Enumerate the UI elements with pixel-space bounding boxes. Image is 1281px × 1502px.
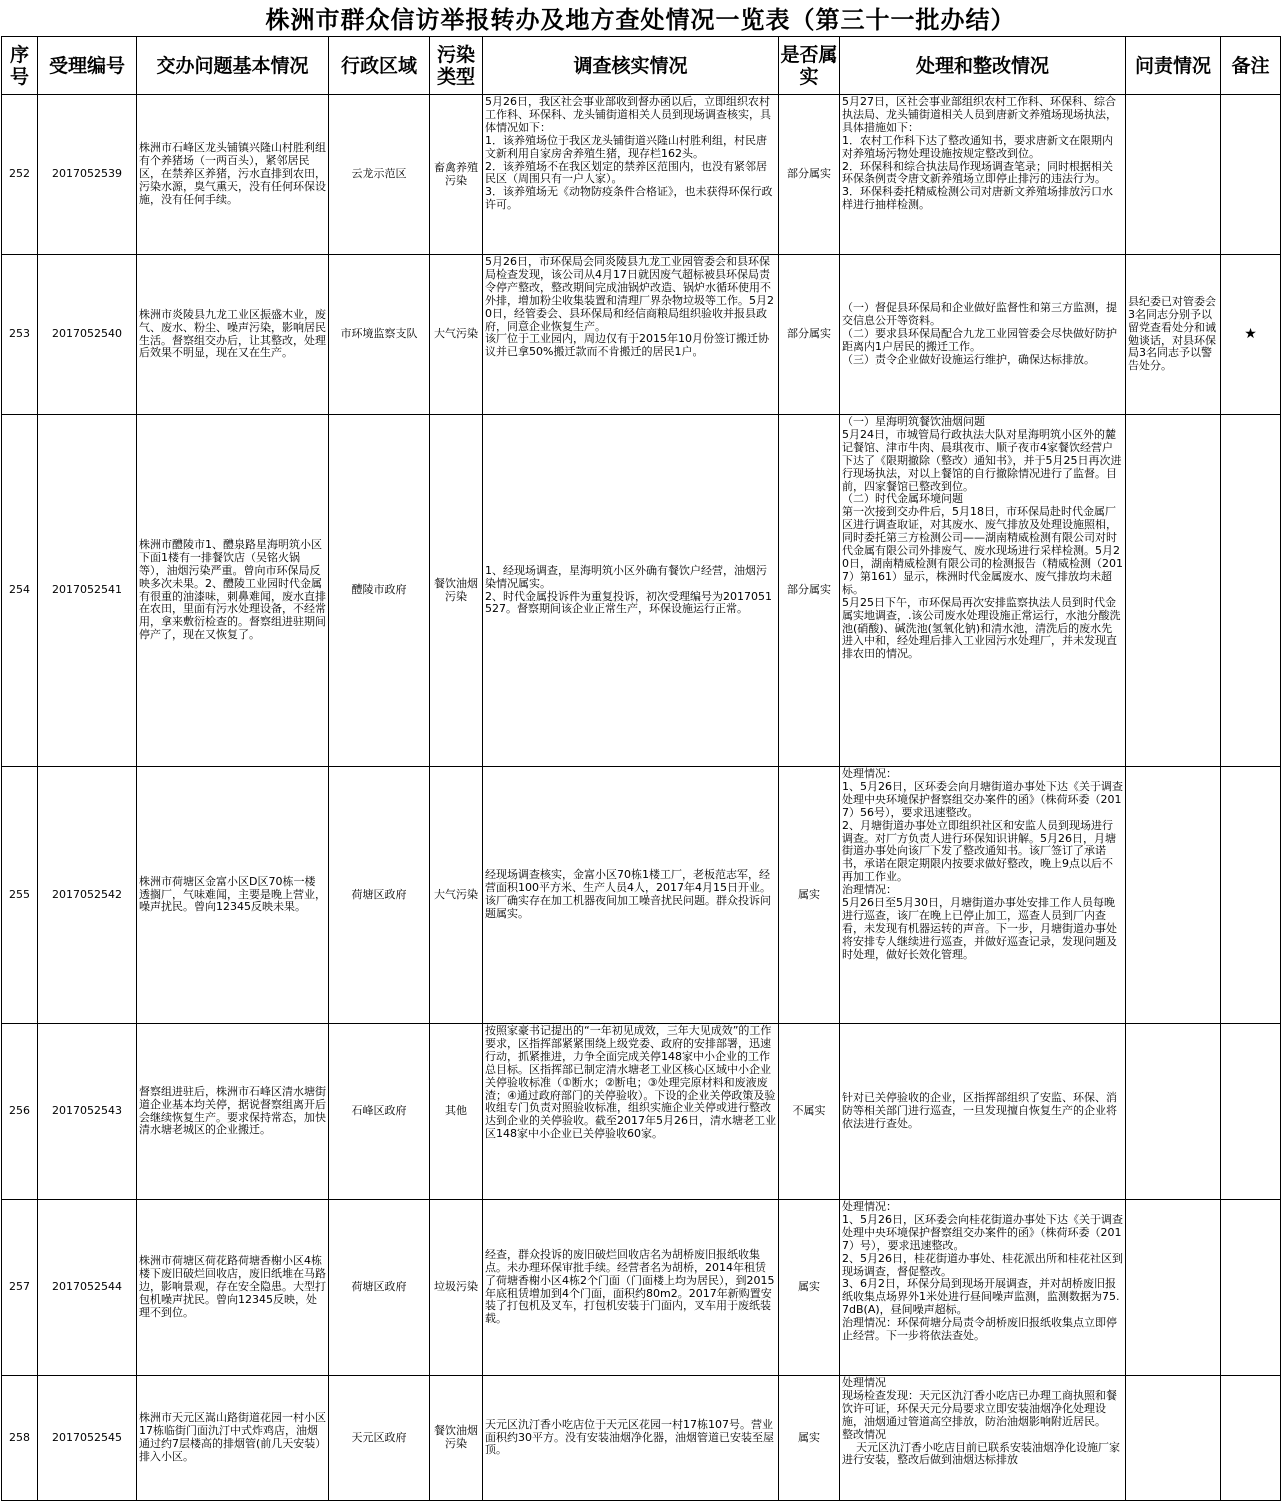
cell-id: 2017052544 xyxy=(38,1200,137,1376)
cell-issue: 株洲市天元区嵩山路街道花园一村小区17栋临街门面氿汀中式炸鸡店，油烟通过约7层楼高的排烟管(前几天安装）排入小区。 xyxy=(137,1376,329,1501)
table-row xyxy=(2,255,1281,415)
cell-accountability xyxy=(1126,1376,1221,1501)
cell-seq: 256 xyxy=(2,1024,38,1200)
cell-pollution: 大气污染 xyxy=(430,767,483,1024)
cell-issue: 株洲市荷塘区荷花路荷塘香榭小区4栋楼下废旧破烂回收店，废旧纸堆在马路边，影响景观，存在安全隐患。大型打包机噪声扰民。曾向12345反映，处理不到位。 xyxy=(137,1200,329,1376)
cell-investigation: 1、经现场调查，星海明筑小区外确有餐饮户经营，油烟污染情况属实。 2、时代金属投诉件为重复投诉，初次受理编号为2017051527。督察期间该企业正常生产，环保设施运行正常。 xyxy=(483,415,779,767)
cell-id: 2017052540 xyxy=(38,255,137,415)
cell-pollution: 垃圾污染 xyxy=(430,1200,483,1376)
cell-investigation: 5月26日，市环保局会同炎陵县九龙工业园管委会和县环保局检查发现，该公司从4月17日就因废气超标被县环保局责令停产整改，整改期间完成油锅炉改造、锅炉水循环使用不外排，增加粉尘收集装置和清理厂界杂物垃圾等工作。5月20日，经管委会、县环保局和经信商粮局组织验收并报县政府，同意企业恢复生产。 该厂位于工业园内，周边仅有于2015年10月份签订搬迁协议并已拿50%搬迁款而不肯搬迁的居民1户。 xyxy=(483,255,779,415)
cell-seq: 258 xyxy=(2,1376,38,1501)
header-pollution: 污染类型 xyxy=(430,37,483,95)
header-verified: 是否属实 xyxy=(779,37,840,95)
table-row xyxy=(2,1200,1281,1376)
cell-pollution: 餐饮油烟污染 xyxy=(430,1376,483,1501)
cell-verified: 属实 xyxy=(779,1200,840,1376)
cell-issue: 株洲市石峰区龙头铺镇兴隆山村胜利组有个养猪场（一两百头），紧邻居民区，在禁养区养猪，污水直排到农田，污染水源，臭气熏天，没有任何环保设施，没有任何手续。 xyxy=(137,95,329,255)
table-row xyxy=(2,415,1281,767)
header-seq: 序号 xyxy=(2,37,38,95)
cell-accountability: 县纪委已对管委会3名同志分别予以留党查看处分和诫勉谈话，对县环保局3名同志予以警告处分。 xyxy=(1126,255,1221,415)
cell-pollution: 餐饮油烟污染 xyxy=(430,415,483,767)
cell-handling: 针对已关停验收的企业，区指挥部组织了安监、环保、消防等相关部门进行巡查，一旦发现擅自恢复生产的企业将依法进行查处。 xyxy=(840,1024,1126,1200)
cell-accountability xyxy=(1126,415,1221,767)
cell-handling: 处理情况 现场检查发现：天元区氿汀香小吃店已办理工商执照和餐饮许可证，环保天元分局要求立即安装油烟净化处理设施，油烟通过管道高空排放，防治油烟影响附近居民。 整改情况 天元区氿汀香小吃店目前已联系安装油烟净化设施厂家进行安装，整改后做到油烟达标排放 xyxy=(840,1376,1126,1501)
cell-seq: 253 xyxy=(2,255,38,415)
cell-issue: 株洲市荷塘区金富小区D区70栋一楼透搁厂，气味难闻，主要是晚上营业，噪声扰民。曾向12345反映未果。 xyxy=(137,767,329,1024)
header-accountability: 问责情况 xyxy=(1126,37,1221,95)
cell-issue: 株洲市炎陵县九龙工业区振盛木业，废气、废水、粉尘、噪声污染，影响居民生活。督察组交办后，让其整改，处理后效果不明显，现在又在生产。 xyxy=(137,255,329,415)
cell-investigation: 经现场调查核实，金富小区70栋1楼工厂，老板范志军，经营面积100平方米、生产人员4人，2017年4月15日开业。该厂确实存在加工机器夜间加工噪音扰民问题。群众投诉问题属实。 xyxy=(483,767,779,1024)
cell-issue: 督察组进驻后，株洲市石峰区清水塘街道企业基本均关停，据说督察组离开后会继续恢复生产。要求保持常态，加快清水塘老城区的企业搬迁。 xyxy=(137,1024,329,1200)
cell-handling: 处理情况： 1、5月26日，区环委会向月塘街道办事处下达《关于调查处理中央环境保护督察组交办案件的函》（株荷环委（2017）56号），要求迅速整改。 2、月塘街道办事处立即组织社区和安监人员到现场进行调查。对厂方负责人进行环保知识讲解。5月26日，月塘街道办事处向该厂下发了整改通知书。该厂签订了承诺书，承诺在限定期限内按要求做好整改，晚上9点以后不再加工作业。 治理情况： 5月26日至5月30日，月塘街道办事处安排工作人员每晚进行巡查，该厂在晚上已停止加工，巡查人员到厂内查看，未发现有机器运转的声音。下一步，月塘街道办事处将安排专人继续进行巡查，并做好巡查记录，发现问题及时处理，做好长效化管理。 xyxy=(840,767,1126,1024)
cell-handling: （一）督促县环保局和企业做好监督性和第三方监测，提交信息公开等资料。 （二）要求县环保局配合九龙工业园管委会尽快做好防护距离内1户居民的搬迁工作。 （三）责令企业做好设施运行维护，确保达标排放。 xyxy=(840,255,1126,415)
cell-id: 2017052541 xyxy=(38,415,137,767)
table-row xyxy=(2,95,1281,255)
cell-pollution: 其他 xyxy=(430,1024,483,1200)
cell-seq: 252 xyxy=(2,95,38,255)
cell-remark xyxy=(1221,95,1281,255)
table-header-row xyxy=(2,37,1281,95)
cell-region: 石峰区政府 xyxy=(329,1024,430,1200)
cell-verified: 部分属实 xyxy=(779,415,840,767)
cell-accountability xyxy=(1126,1200,1221,1376)
cell-remark xyxy=(1221,1200,1281,1376)
cell-seq: 254 xyxy=(2,415,38,767)
cell-pollution: 大气污染 xyxy=(430,255,483,415)
cell-issue: 株洲市醴陵市1、醴泉路星海明筑小区下面1楼有一排餐饮店（吴铭火锅等），油烟污染严重。曾向市环保局反映多次未果。2、醴陵工业园时代金属有很重的油漆味，刺鼻难闻，废水直排在农田，里面有污水处理设备，不经常用，拿来敷衍检查的。督察组进驻期间停产了，现在又恢复了。 xyxy=(137,415,329,767)
cell-remark xyxy=(1221,415,1281,767)
header-region: 行政区域 xyxy=(329,37,430,95)
cell-region: 荷塘区政府 xyxy=(329,1200,430,1376)
cell-region: 荷塘区政府 xyxy=(329,767,430,1024)
cell-verified: 属实 xyxy=(779,1376,840,1501)
cell-id: 2017052539 xyxy=(38,95,137,255)
header-remark: 备注 xyxy=(1221,37,1281,95)
cell-remark: ★ xyxy=(1221,255,1281,415)
cell-investigation: 5月26日，我区社会事业部收到督办函以后，立即组织农村工作科、环保科、龙头铺街道相关人员到现场调查核实，具体情况如下： 1．该养殖场位于我区龙头铺街道兴隆山村胜利组，村民唐文新利用自家房舍养殖生猪，现存栏162头。 2．该养殖场不在我区划定的禁养区范围内，也没有紧邻居民区（周围只有一户人家）。 3．该养殖场无《动物防疫条件合格证》，也未获得环保行政许可。 xyxy=(483,95,779,255)
cell-handling: 5月27日，区社会事业部组织农村工作科、环保科、综合执法局、龙头铺街道相关人员到唐新文养殖场现场执法，具体措施如下： 1．农村工作科下达了整改通知书，要求唐新文在限期内对养殖场污物处理设施按规定整改到位。 2．环保科和综合执法局作现场调查笔录；同时根据相关环保条例责令唐文新养殖场立即停止排污的违法行为。 3．环保科委托精威检测公司对唐新文养殖场排放污口水样进行抽样检测。 xyxy=(840,95,1126,255)
page-title: 株洲市群众信访举报转办及地方查处情况一览表（第三十一批办结） xyxy=(265,5,1016,34)
report-table xyxy=(1,36,1281,1501)
cell-region: 市环境监察支队 xyxy=(329,255,430,415)
cell-investigation: 经查，群众投诉的废旧破烂回收店名为胡桥废旧报纸收集点。未办理环保审批手续。经营者名为胡桥，2014年租赁了荷塘香榭小区4栋2个门面（门面楼上均为居民），到2015年底租赁增加到4个门面，面积约80m2。2017年新购置安装了打包机及叉车，打包机安装于门面内，叉车用于废纸装载。 xyxy=(483,1200,779,1376)
cell-accountability xyxy=(1126,1024,1221,1200)
cell-seq: 255 xyxy=(2,767,38,1024)
cell-investigation: 天元区氿汀香小吃店位于天元区花园一村17栋107号。营业面积约30平方。没有安装油烟净化器，油烟管道已安装至屋顶。 xyxy=(483,1376,779,1501)
cell-seq: 257 xyxy=(2,1200,38,1376)
cell-handling: 处理情况： 1、5月26日，区环委会向桂花街道办事处下达《关于调查处理中央环境保护督察组交办案件的函》（株荷环委（2017）号），要求迅速整改。 2、5月26日，桂花街道办事处、桂花派出所和桂花社区到现场调查，督促整改。 3、6月2日，环保分局到现场开展调查，并对胡桥废旧报纸收集点场界外1米处进行昼间噪声监测，监测数据为75.7dB(A)，昼间噪声超标。 治理情况：环保荷塘分局责令胡桥废旧报纸收集点立即停止经营。下一步将依法查处。 xyxy=(840,1200,1126,1376)
cell-id: 2017052542 xyxy=(38,767,137,1024)
cell-pollution: 畜禽养殖污染 xyxy=(430,95,483,255)
cell-remark xyxy=(1221,1024,1281,1200)
header-handling: 处理和整改情况 xyxy=(840,37,1126,95)
cell-investigation: 按照家豪书记提出的“一年初见成效，三年大见成效”的工作要求，区指挥部紧紧围绕上级党委、政府的安排部署，迅速行动，抓紧推进，力争全面完成关停148家中小企业的工作总目标。区指挥部已制定清水塘老工业区核心区域中小企业关停验收标准（①断水；②断电；③处理完原材料和废液废渣；④通过政府部门的关停验收）。下设的企业关停政策及验收组专门负责对照验收标准，组织实施企业关停或进行整改达到企业的关停验收。截至2017年5月26日，清水塘老工业区148家中小企业已关停验收60家。 xyxy=(483,1024,779,1200)
cell-remark xyxy=(1221,1376,1281,1501)
cell-region: 天元区政府 xyxy=(329,1376,430,1501)
cell-handling: （一）星海明筑餐饮油烟问题 5月24日，市城管局行政执法大队对星海明筑小区外的麓记餐馆、津市牛肉、晨琪夜市、顺子夜市4家餐饮经营户下达了《限期撤除（整改）通知书》，并于5月25日再次进行现场执法，对以上餐馆的自行撤除情况进行了监督。目前，四家餐馆已整改到位。 （二）时代金属环境问题 第一次接到交办件后，5月18日，市环保局赴时代金属厂区进行调查取证，对其废水、废气排放及处理设施照相，同时委托第三方检测公司——湖南精威检测有限公司对时代金属有限公司外排废气、废水现场进行采样检测。5月20日，湖南精威检测有限公司的检测报告（精威检测（2017）第161）显示，株洲时代金属废水、废气排放均未超标。 5月25日下午，市环保局再次安排监察执法人员到时代金属实地调查，.该公司废水处理设施正常运行，水池分酸洗池(硝酸)、碱洗池(氢氧化钠)和清水池，清洗后的废水先进入中和，经处理后排入工业园污水处理厂，并未发现直排农田的情况。 xyxy=(840,415,1126,767)
cell-accountability xyxy=(1126,767,1221,1024)
header-id: 受理编号 xyxy=(38,37,137,95)
cell-id: 2017052545 xyxy=(38,1376,137,1501)
header-investigation: 调查核实情况 xyxy=(483,37,779,95)
cell-accountability xyxy=(1126,95,1221,255)
cell-verified: 属实 xyxy=(779,767,840,1024)
cell-region: 云龙示范区 xyxy=(329,95,430,255)
cell-verified: 部分属实 xyxy=(779,95,840,255)
cell-verified: 部分属实 xyxy=(779,255,840,415)
table-row xyxy=(2,1024,1281,1200)
cell-remark xyxy=(1221,767,1281,1024)
cell-verified: 不属实 xyxy=(779,1024,840,1200)
cell-id: 2017052543 xyxy=(38,1024,137,1200)
table-row xyxy=(2,767,1281,1024)
table-row xyxy=(2,1376,1281,1501)
header-issue: 交办问题基本情况 xyxy=(137,37,329,95)
cell-region: 醴陵市政府 xyxy=(329,415,430,767)
